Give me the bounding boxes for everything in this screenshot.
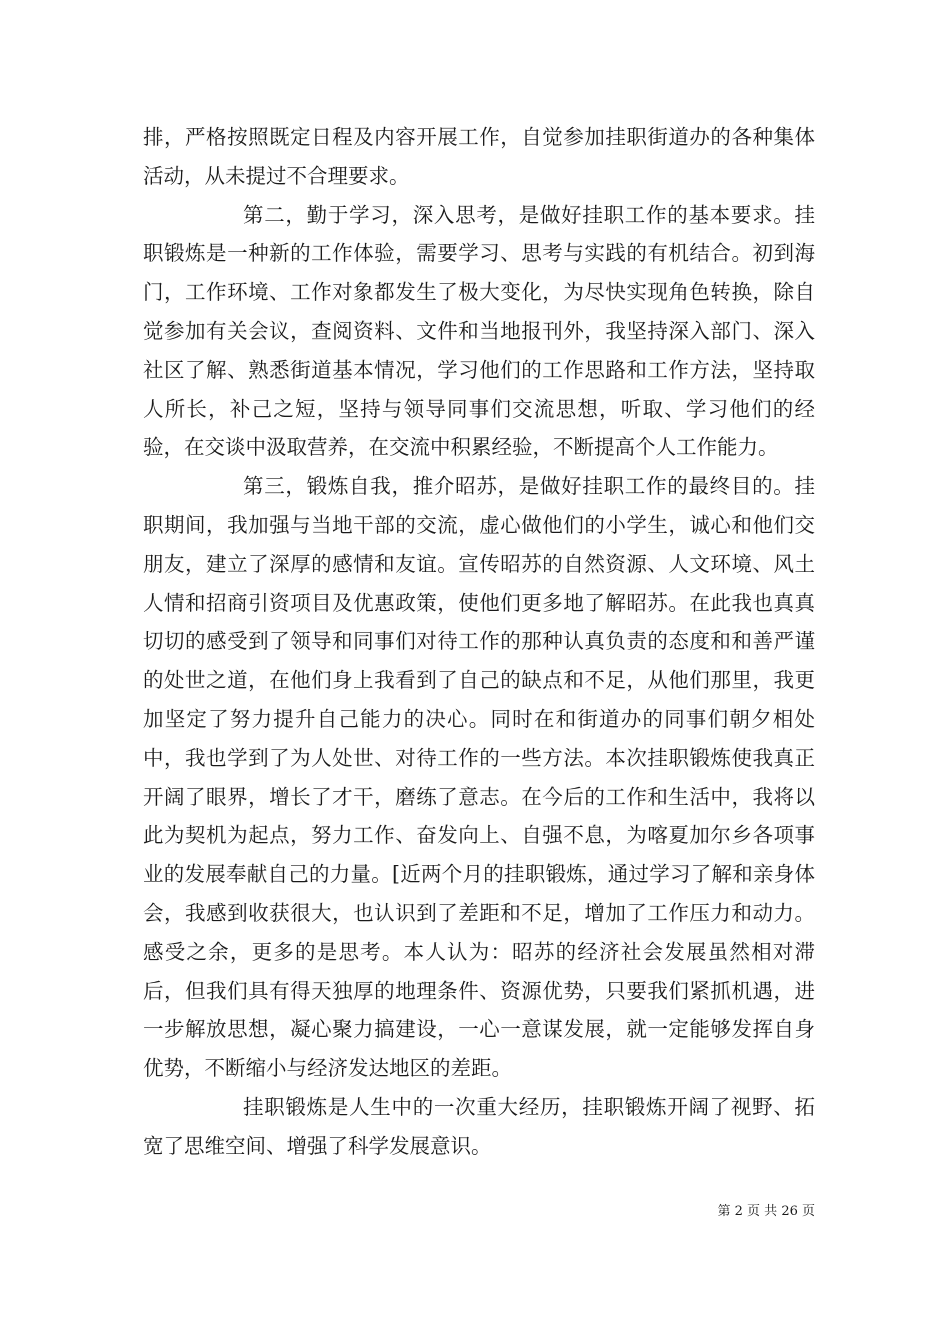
- page-number-footer: 第 2 页 共 26 页: [717, 1204, 815, 1219]
- paragraph-conclusion: 挂职锻炼是人生中的一次重大经历，挂职锻炼开阔了视野、拓宽了思维空间、增强了科学发展意识。: [143, 1094, 815, 1158]
- document-body: [143, 118, 815, 1166]
- paragraph-second-point: 第二，勤于学习，深入思考，是做好挂职工作的基本要求。挂职锻炼是一种新的工作体验，需要学习、思考与实践的有机结合。初到海门，工作环境、工作对象都发生了极大变化，为尽快实现角色转换，除自觉参加有关会议，查阅资料、文件和当地报刊外，我坚持深入部门、深入社区了解、熟悉街道基本情况，学习他们的工作思路和工作方法，坚持取人所长，补己之短，坚持与领导同事们交流思想，听取、学习他们的经验，在交谈中汲取营养，在交流中积累经验，不断提高个人工作能力。: [143, 202, 815, 460]
- paragraph-continuation: 排，严格按照既定日程及内容开展工作，自觉参加挂职街道办的各种集体活动，从未提过不合理要求。: [143, 125, 815, 188]
- paragraph-third-point: 第三，锻炼自我，推介昭苏，是做好挂职工作的最终目的。挂职期间，我加强与当地干部的交流，虚心做他们的小学生，诚心和他们交朋友，建立了深厚的感情和友谊。宣传昭苏的自然资源、人文环境、风土人情和招商引资项目及优惠政策，使他们更多地了解昭苏。在此我也真真切切的感受到了领导和同事们对待工作的那种认真负责的态度和和善严谨的处世之道，在他们身上我看到了自己的缺点和不足，从他们那里，我更加坚定了努力提升自己能力的决心。同时在和街道办的同事们朝夕相处中，我也学到了为人处世、对待工作的一些方法。本次挂职锻炼使我真正开阔了眼界，增长了才干，磨练了意志。在今后的工作和生活中，我将以此为契机为起点，努力工作、奋发向上、自强不息，为喀夏加尔乡各项事业的发展奉献自己的力量。[近两个月的挂职锻炼，通过学习了解和亲身体会，我感到收获很大，也认识到了差距和不足，增加了工作压力和动力。感受之余，更多的是思考。本人认为：昭苏的经济社会发展虽然相对滞后，但我们具有得天独厚的地理条件、资源优势，只要我们紧抓机遇，进一步解放思想，凝心聚力搞建设，一心一意谋发展，就一定能够发挥自身优势，不断缩小与经济发达地区的差距。: [143, 474, 815, 1081]
